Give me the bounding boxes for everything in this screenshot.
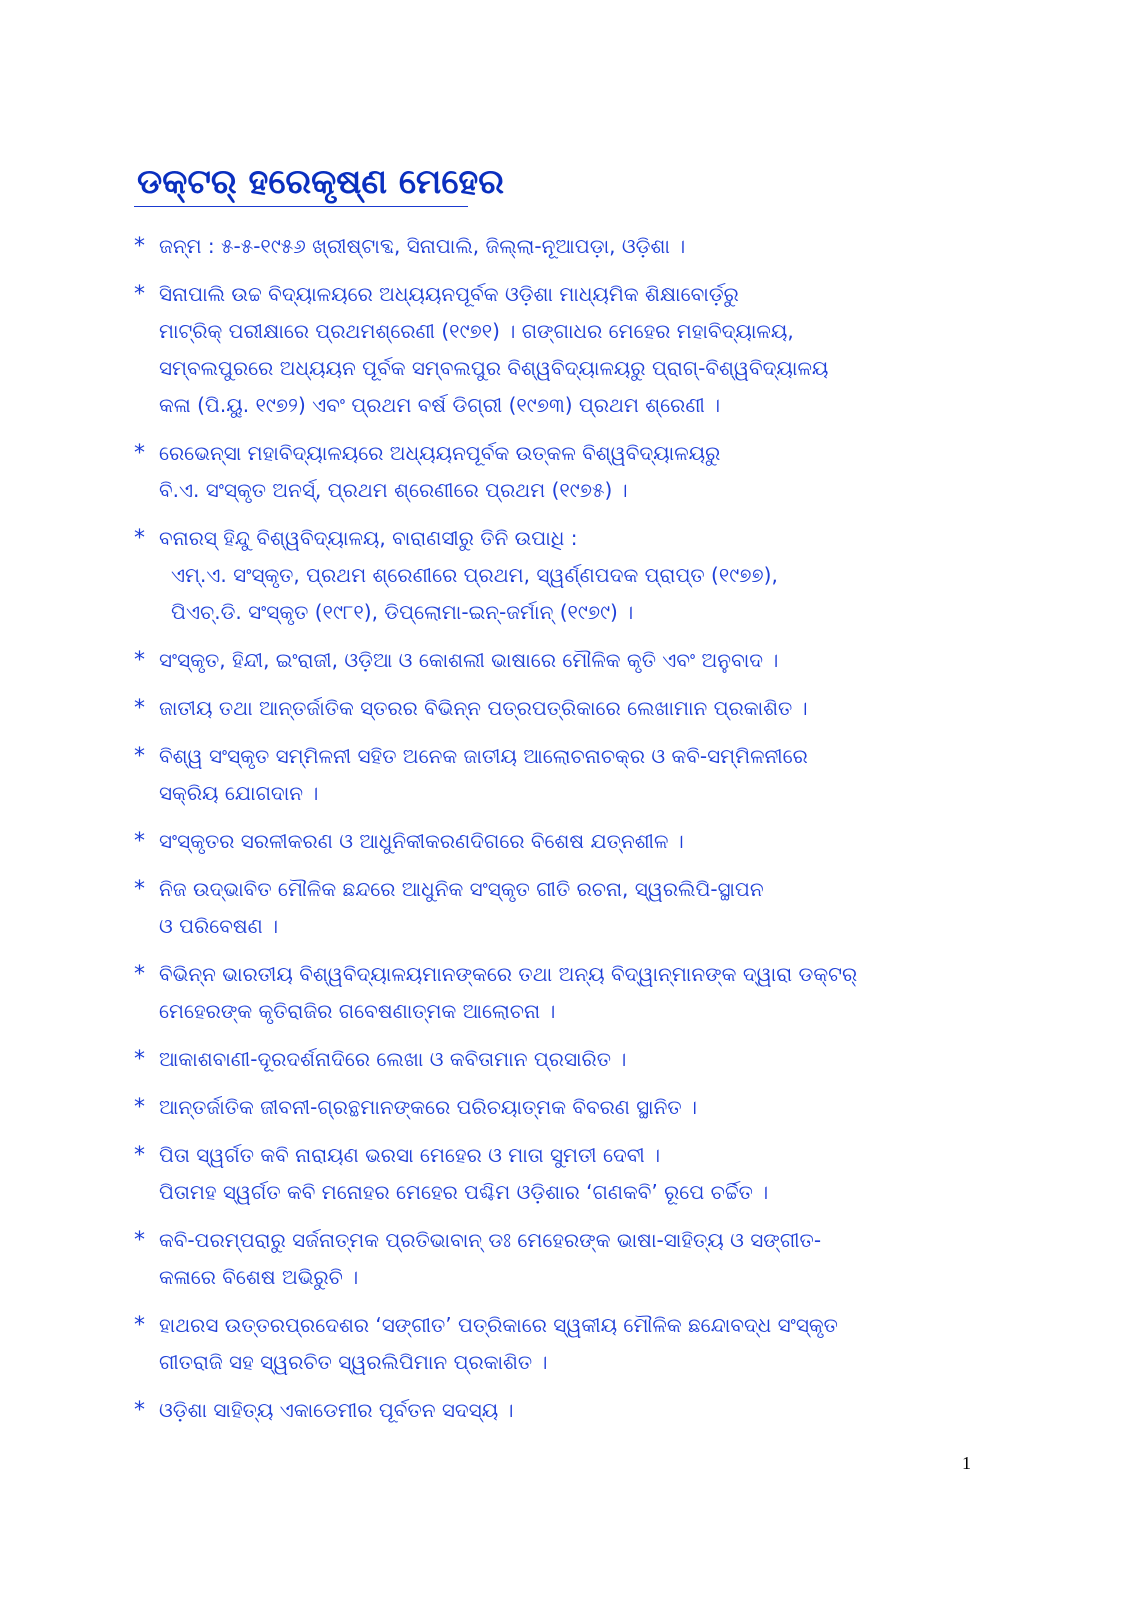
list-item [134,823,894,860]
list-item-line: ଜାତୀୟ ତଥା ଆନ୍ତର୍ଜାତିକ ସ୍ତରର ବିଭିନ୍ନ ପତ୍ରପତ୍ରିକାରେ ଲେଖାମାନ ପ୍ରକାଶିତ । [159,696,808,720]
bullet-asterisk: * [134,441,145,466]
list-item-line: ଆକାଶବାଣୀ-ଦୂରଦର୍ଶନାଦିରେ ଲେଖା ଓ କବିତାମାନ ପ୍ରସାରିତ । [159,1047,627,1071]
bullet-asterisk: * [134,526,145,551]
list-item [134,1041,894,1078]
list-item [134,1392,894,1429]
list-item-line: ହାଥରସ ଉତ୍ତରପ୍ରଦେଶର ‘ସଙ୍ଗୀତ’ ପତ୍ରିକାରେ ସ୍ୱକୀୟ ମୌଳିକ ଛନ୍ଦୋବଦ୍ଧ ସଂସ୍କୃତ [159,1313,838,1337]
bullet-asterisk: * [134,1047,145,1072]
bullet-asterisk: * [134,1143,145,1168]
bullet-asterisk: * [134,1095,145,1120]
bullet-asterisk: * [134,282,145,307]
list-item [134,228,894,265]
list-item [134,1222,894,1296]
list-item [134,276,894,424]
list-item-line: ସମ୍ବଲପୁରରେ ଅଧ୍ୟୟନ ପୂର୍ବକ ସମ୍ବଲପୁର ବିଶ୍ୱବିଦ୍ୟାଳୟରୁ ପ୍ରାଗ୍-ବିଶ୍ୱବିଦ୍ୟାଳୟ [159,356,829,380]
page-title: ଡକ୍ଟର୍ ହରେକୃଷ୍ଣ ମେହେର [137,162,504,202]
list-item-line: ମେହେରଙ୍କ କୃତିରାଜିର ଗବେଷଣାତ୍ମକ ଆଲୋଚନା । [159,999,556,1023]
list-item-line: ଜନ୍ମ : ୫-୫-୧୯୫୬ ଖ୍ରୀଷ୍ଟାବ୍ଦ, ସିନାପାଲି, ଜିଲ୍ଲା-ନୂଆପଡ଼ା, ଓଡ଼ିଶା । [159,234,686,258]
list-item-line: ରେଭେନ୍ସା ମହାବିଦ୍ୟାଳୟରେ ଅଧ୍ୟୟନପୂର୍ବକ ଉତ୍କଳ ବିଶ୍ୱବିଦ୍ୟାଳୟରୁ [159,441,721,465]
list-item-line: ମାଟ୍ରିକ୍ ପରୀକ୍ଷାରେ ପ୍ରଥମଶ୍ରେଣୀ (୧୯୭୧) । ଗଙ୍ଗାଧର ମେହେର ମହାବିଦ୍ୟାଳୟ, [159,319,794,343]
list-item-line: ଓଡ଼ିଶା ସାହିତ୍ୟ ଏକାଡେମୀର ପୂର୍ବତନ ସଦସ୍ୟ । [159,1398,514,1422]
list-item-line: ସଂସ୍କୃତ, ହିନ୍ଦୀ, ଇଂରାଜୀ, ଓଡ଼ିଆ ଓ କୋଶଲୀ ଭାଷାରେ ମୌଳିକ କୃତି ଏବଂ ଅନୁବାଦ । [159,648,779,672]
list-item [134,642,894,679]
list-item-line: କବି-ପରମ୍ପରାରୁ ସର୍ଜନାତ୍ମକ ପ୍ରତିଭାବାନ୍ ଡଃ ମେହେରଙ୍କ ଭାଷା-ସାହିତ୍ୟ ଓ ସଙ୍ଗୀତ- [159,1228,822,1252]
list-item-line: ବି.ଏ. ସଂସ୍କୃତ ଅନର୍ସ୍, ପ୍ରଥମ ଶ୍ରେଣୀରେ ପ୍ରଥମ (୧୯୭୫) । [159,478,628,502]
list-item-line: ସିନାପାଲି ଉଚ୍ଚ ବିଦ୍ୟାଳୟରେ ଅଧ୍ୟୟନପୂର୍ବକ ଓଡ଼ିଶା ମାଧ୍ୟମିକ ଶିକ୍ଷାବୋର୍ଡ଼ରୁ [159,282,739,306]
bullet-asterisk: * [134,1228,145,1253]
list-item-line: ଓ ପରିବେଷଣ । [159,914,279,938]
bullet-asterisk: * [134,1313,145,1338]
list-item-line: ସକ୍ରିୟ ଯୋଗଦାନ । [159,781,319,805]
list-item [134,1137,894,1211]
list-item-line: ପିଏଚ୍.ଡି. ସଂସ୍କୃତ (୧୯୮୧), ଡିପ୍ଲୋମା-ଇନ୍-ଜର୍ମାନ୍ (୧୯୭୯) । [171,600,634,624]
list-item [134,1307,894,1381]
page-number: 1 [962,1453,971,1473]
bullet-asterisk: * [134,1398,145,1423]
list-item [134,435,894,509]
list-item-line: ନିଜ ଉଦ୍‌ଭାବିତ ମୌଳିକ ଛନ୍ଦରେ ଆଧୁନିକ ସଂସ୍କୃତ ଗୀତି ରଚନା, ସ୍ୱରଲିପି-ସ୍ଥାପନ [159,877,764,901]
list-item-line: ସଂସ୍କୃତର ସରଳୀକରଣ ଓ ଆଧୁନିକୀକରଣଦିଗରେ ବିଶେଷ ଯତ୍ନଶୀଳ । [159,829,684,853]
bullet-asterisk: * [134,234,145,259]
bullet-asterisk: * [134,696,145,721]
bullet-asterisk: * [134,829,145,854]
bullet-asterisk: * [134,648,145,673]
bullet-asterisk: * [134,877,145,902]
list-item [134,956,894,1030]
list-item-line: ପିତା ସ୍ୱର୍ଗତ କବି ନାରାୟଣ ଭରସା ମେହେର ଓ ମାତା ସୁମତୀ ଦେବୀ । [159,1143,661,1167]
list-item-line: କଳାରେ ବିଶେଷ ଅଭିରୁଚି । [159,1265,359,1289]
list-item [134,690,894,727]
list-item-line: ବିଶ୍ୱ ସଂସ୍କୃତ ସମ୍ମିଳନୀ ସହିତ ଅନେକ ଜାତୀୟ ଆଲୋଚନାଚକ୍ର ଓ କବି-ସମ୍ମିଳନୀରେ [159,744,808,768]
list-item-line: ପିତାମହ ସ୍ୱର୍ଗତ କବି ମନୋହର ମେହେର ପଶ୍ଚିମ ଓଡ଼ିଶାର ‘ଗଣକବି’ ରୂପେ ଚର୍ଚ୍ଚିତ । [159,1180,769,1204]
list-item-line: ଗୀତରାଜି ସହ ସ୍ୱରଚିତ ସ୍ୱରଲିପିମାନ ପ୍ରକାଶିତ । [159,1350,548,1374]
list-item-line: ବିଭିନ୍ନ ଭାରତୀୟ ବିଶ୍ୱବିଦ୍ୟାଳୟମାନଙ୍କରେ ତଥା ଅନ୍ୟ ବିଦ୍ୱାନ୍‌ମାନଙ୍କ ଦ୍ୱାରା ଡକ୍ଟର୍ [159,962,858,986]
biography-list [134,228,894,1440]
list-item [134,738,894,812]
list-item-line: ବନାରସ୍ ହିନ୍ଦୁ ବିଶ୍ୱବିଦ୍ୟାଳୟ, ବାରାଣସୀରୁ ତିନି ଉପାଧି : [159,526,578,550]
bullet-asterisk: * [134,744,145,769]
list-item [134,1089,894,1126]
list-item-line: ଏମ୍.ଏ. ସଂସ୍କୃତ, ପ୍ରଥମ ଶ୍ରେଣୀରେ ପ୍ରଥମ, ସ୍ୱର୍ଣ୍ଣପଦକ ପ୍ରାପ୍ତ (୧୯୭୭), [171,563,778,587]
list-item-line: କଳା (ପି.ୟୁ. ୧୯୭୨) ଏବଂ ପ୍ରଥମ ବର୍ଷ ଡିଗ୍ରୀ (୧୯୭୩) ପ୍ରଥମ ଶ୍ରେଣୀ । [159,393,721,417]
list-item [134,871,894,945]
title-underline [134,206,468,207]
list-item-line: ଆନ୍ତର୍ଜାତିକ ଜୀବନୀ-ଗ୍ରନ୍ଥମାନଙ୍କରେ ପରିଚୟାତ୍ମକ ବିବରଣ ସ୍ଥାନିତ । [159,1095,697,1119]
bullet-asterisk: * [134,962,145,987]
list-item [134,520,894,631]
